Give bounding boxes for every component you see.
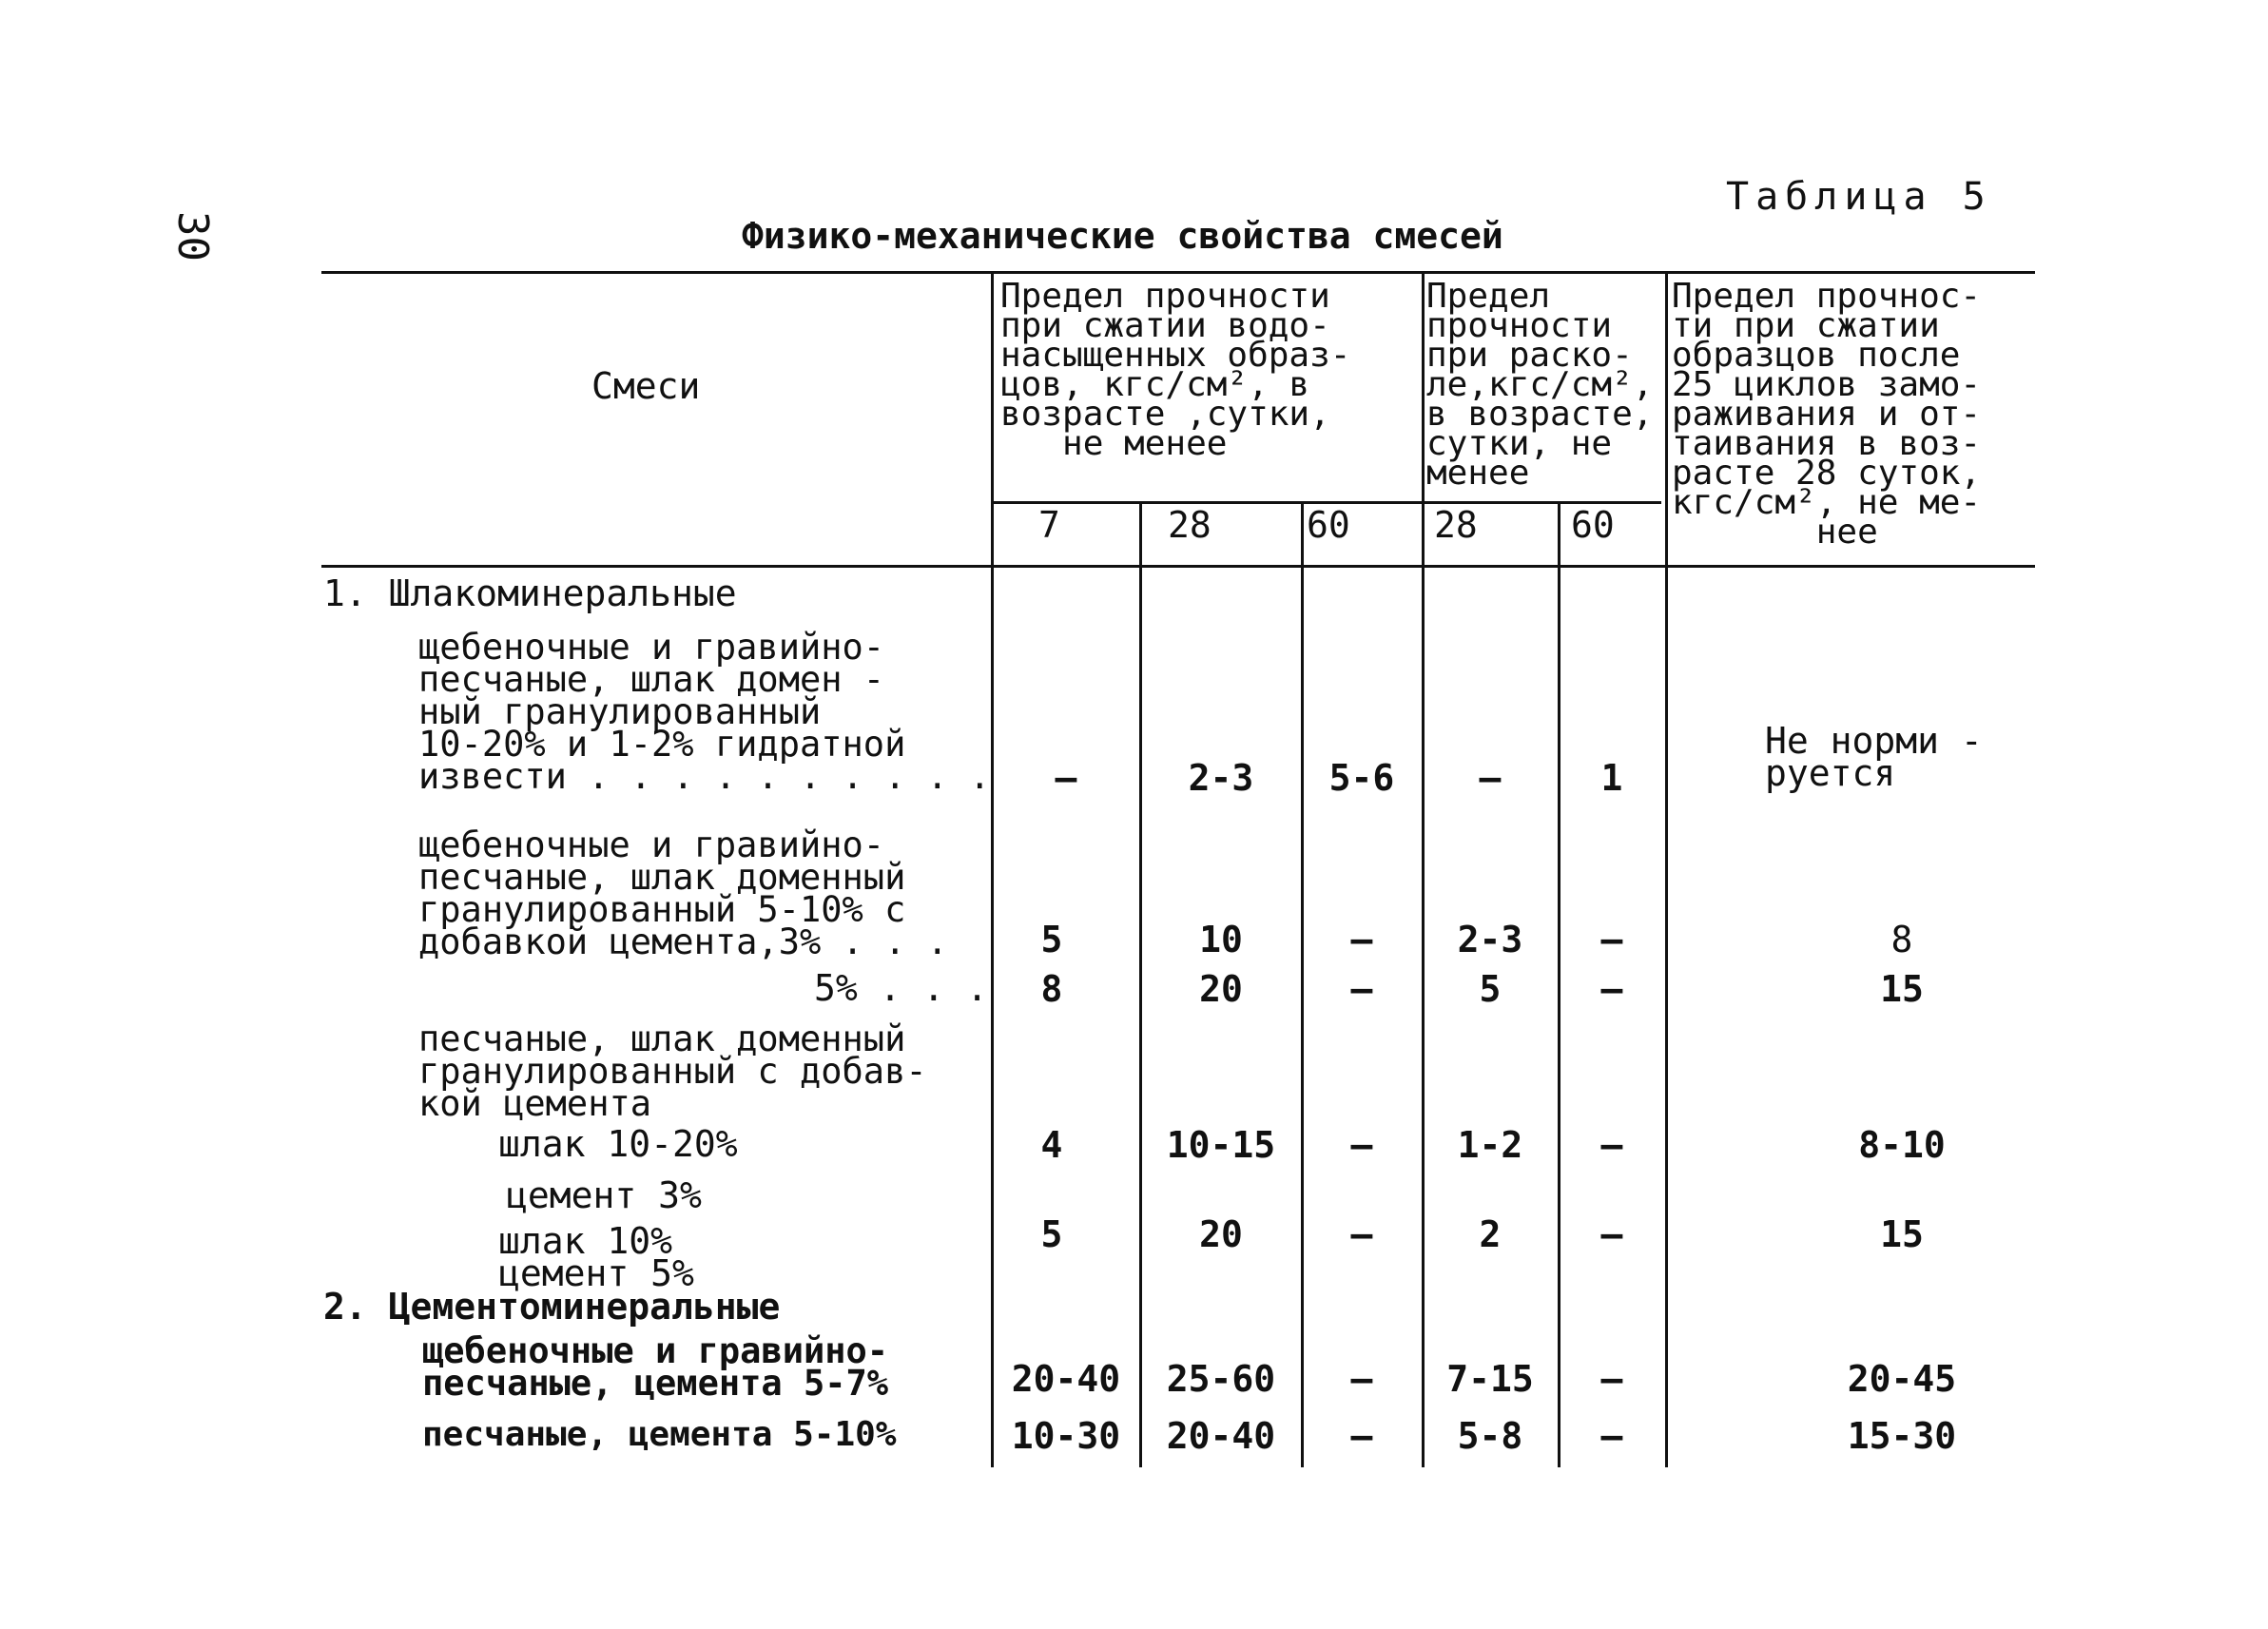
cell-freeze: 15-30: [1847, 1415, 1957, 1457]
cell-compression-28: 20: [1199, 1213, 1243, 1255]
header-split: Предел прочности при раско- ле,кгс/см², в возрасте, сутки, не менее: [1426, 277, 1654, 493]
cell-split-28: –: [1479, 757, 1502, 799]
page-number: 30: [168, 211, 217, 262]
cell-freeze: Не норми - руется: [1765, 720, 1983, 794]
cell-freeze: 15: [1880, 1213, 1924, 1255]
cell-compression-28: 20: [1199, 968, 1243, 1010]
cell-split-28: 5: [1479, 968, 1502, 1010]
cell-split-60: –: [1600, 1415, 1623, 1457]
row-label: шлак 10% цемент 5%: [498, 1220, 694, 1294]
cell-split-60: –: [1600, 968, 1623, 1010]
row-label: цемент 3%: [506, 1174, 702, 1216]
cell-compression-28: 25-60: [1166, 1358, 1276, 1400]
cell-compression-60: –: [1350, 1358, 1373, 1400]
cell-compression-7: 8: [1040, 968, 1063, 1010]
header-freeze: Предел прочнос- ти при сжатии образцов после 25 циклов замо- раживания и от- таивания в воз- расте 28 суток, кгс/см², не ме- нее: [1672, 277, 1982, 552]
cell-split-28: 2: [1479, 1213, 1502, 1255]
cell-split-28: 1-2: [1457, 1124, 1523, 1166]
cell-compression-60: –: [1350, 1124, 1373, 1166]
cell-compression-7: 4: [1040, 1124, 1063, 1166]
cell-freeze: 20-45: [1847, 1358, 1957, 1400]
section-heading: 1. Шлакоминеральные: [323, 572, 737, 614]
header-col-60: 60: [1307, 504, 1350, 546]
row-label: 5% . . .: [814, 967, 989, 1009]
row-label: песчаные, цемента 5-10%: [422, 1415, 897, 1454]
header-col-28b: 28: [1434, 504, 1478, 546]
header-col-7: 7: [1038, 504, 1060, 546]
header-col-60b: 60: [1571, 504, 1615, 546]
cell-split-60: –: [1600, 919, 1623, 960]
cell-split-60: 1: [1600, 757, 1623, 799]
cell-freeze: 8: [1890, 919, 1913, 960]
cell-split-28: 7-15: [1446, 1358, 1534, 1400]
cell-compression-28: 20-40: [1166, 1415, 1276, 1457]
cell-compression-60: 5-6: [1328, 757, 1395, 799]
cell-compression-7: 20-40: [1011, 1358, 1121, 1400]
header-col-28: 28: [1168, 504, 1212, 546]
cell-split-60: –: [1600, 1358, 1623, 1400]
header-compression: Предел прочности при сжатии водо- насыщенных образ- цов, кгс/см², в возрасте ,сутки, не менее: [1000, 277, 1351, 463]
header-mixes: Смеси: [591, 365, 701, 407]
cell-freeze: 15: [1880, 968, 1924, 1010]
cell-split-60: –: [1600, 1213, 1623, 1255]
cell-compression-60: –: [1350, 1415, 1373, 1457]
row-label: песчаные, шлак доменный гранулированный с добав- кой цемента: [418, 1018, 927, 1124]
row-label: шлак 10-20%: [498, 1123, 738, 1165]
cell-compression-28: 10-15: [1166, 1124, 1276, 1166]
row-label: щебеночные и гравийно- песчаные, шлак доменный гранулированный 5-10% с добавкой цемента,3% . . .: [418, 824, 948, 962]
table-number: Таблица 5: [1726, 175, 1992, 219]
table-title: Физико-механические свойства смесей: [742, 215, 1503, 257]
cell-compression-60: –: [1350, 968, 1373, 1010]
cell-compression-60: –: [1350, 1213, 1373, 1255]
row-label: щебеночные и гравийно- песчаные, цемента 5-7%: [422, 1330, 889, 1404]
cell-compression-60: –: [1350, 919, 1373, 960]
cell-split-28: 2-3: [1457, 919, 1523, 960]
cell-compression-7: 5: [1040, 1213, 1063, 1255]
cell-compression-7: 5: [1040, 919, 1063, 960]
cell-compression-7: –: [1055, 757, 1077, 799]
cell-split-28: 5-8: [1457, 1415, 1523, 1457]
cell-compression-28: 10: [1199, 919, 1243, 960]
cell-split-60: –: [1600, 1124, 1623, 1166]
cell-compression-28: 2-3: [1188, 757, 1254, 799]
row-label: щебеночные и гравийно- песчаные, шлак домен - ный гранулированный 10-20% и 1-2% гидратной извести . . . . . . . . . .: [418, 627, 991, 797]
cell-compression-7: 10-30: [1011, 1415, 1121, 1457]
section-heading: 2. Цементоминеральные: [323, 1286, 781, 1328]
cell-freeze: 8-10: [1858, 1124, 1946, 1166]
